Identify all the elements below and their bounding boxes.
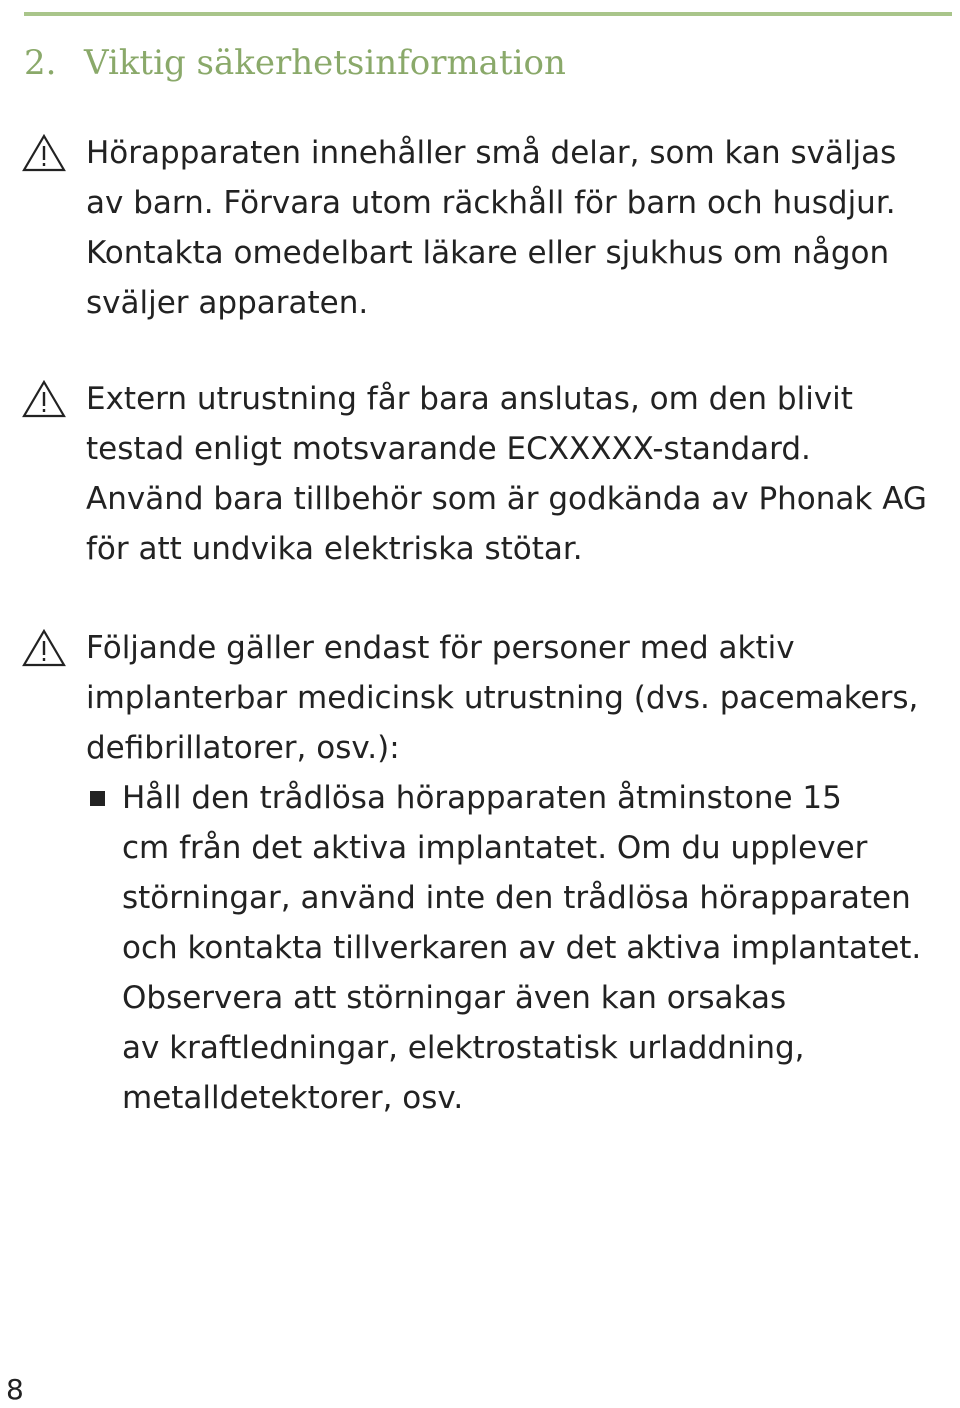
section-title-text: Viktig säkerhetsinformation — [84, 43, 566, 83]
warning-text — [86, 623, 957, 773]
warning-line: testad enligt motsvarande ECXXXXX-standard. — [86, 431, 811, 467]
warning-line: Följande gäller endast för personer med aktiv — [86, 630, 795, 666]
square-bullet-icon — [90, 791, 105, 806]
warning-line: Kontakta omedelbart läkare eller sjukhus om någon — [86, 235, 890, 271]
bullet-line: och kontakta tillverkaren av det aktiva implantatet. — [122, 930, 922, 966]
bullet-line: av kraftledningar, elektrostatisk urladdning, — [122, 1030, 805, 1066]
bullet-line: Observera att störningar även kan orsakas — [122, 980, 787, 1016]
warning-external-equipment — [22, 374, 957, 574]
warning-line: Extern utrustning får bara anslutas, om den blivit — [86, 381, 853, 417]
warning-line: Använd bara tillbehör som är godkända av Phonak AG — [86, 481, 927, 517]
header-rule — [24, 12, 952, 16]
bullet-item — [86, 773, 957, 1123]
warning-line: defibrillatorer, osv.): — [86, 730, 400, 766]
warning-line: sväljer apparaten. — [86, 285, 369, 321]
section-title — [24, 40, 566, 86]
bullet-line: cm från det aktiva implantatet. Om du upplever — [122, 830, 868, 866]
warning-small-parts — [22, 128, 957, 328]
warning-implant-devices — [22, 623, 957, 1123]
section-number: 2. — [24, 43, 57, 83]
warning-triangle-icon — [22, 134, 66, 172]
page-number: 8 — [6, 1373, 24, 1406]
bullet-line: störningar, använd inte den trådlösa hörapparaten — [122, 880, 911, 916]
warning-text — [86, 128, 957, 328]
warning-line: Hörapparaten innehåller små delar, som kan sväljas — [86, 135, 897, 171]
warning-line: för att undvika elektriska stötar. — [86, 531, 583, 567]
warning-triangle-icon — [22, 380, 66, 418]
bullet-text — [122, 773, 957, 1123]
warning-triangle-icon — [22, 629, 66, 667]
warning-line: implanterbar medicinsk utrustning (dvs. pacemakers, — [86, 680, 919, 716]
warning-line: av barn. Förvara utom räckhåll för barn och husdjur. — [86, 185, 896, 221]
bullet-line: metalldetektorer, osv. — [122, 1080, 464, 1116]
warning-text — [86, 374, 957, 574]
bullet-line: Håll den trådlösa hörapparaten åtminstone 15 — [122, 780, 842, 816]
